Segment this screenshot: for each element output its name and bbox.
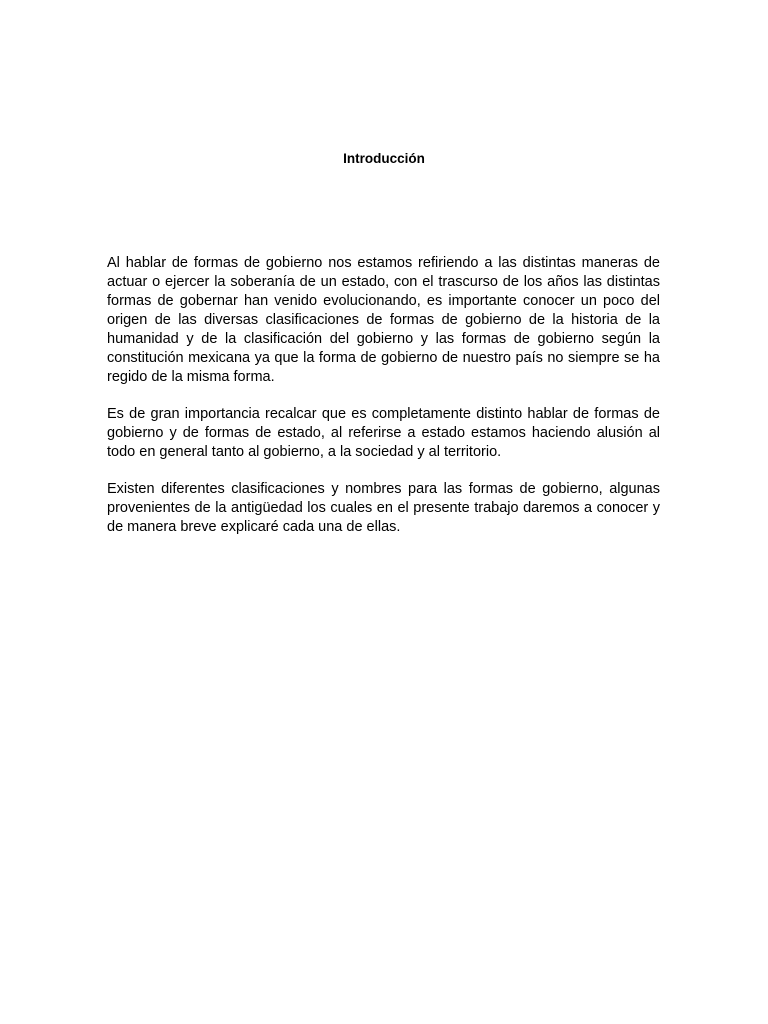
paragraph-1: Al hablar de formas de gobierno nos estamos refiriendo a las distintas maneras de actuar o ejercer la soberanía de un estado, con el trascurso de los años las distintas formas de gobernar han venido evolucionando, es importante conocer un poco del origen de las diversas clasificaciones de formas de gobierno de la historia de la humanidad y de la clasificación del gobierno y las formas de gobierno según la constitución mexicana ya que la forma de gobierno de nuestro país no siempre se ha regido de la misma forma.: [107, 255, 660, 385]
paragraph-3: Existen diferentes clasificaciones y nombres para las formas de gobierno, algunas provenientes de la antigüedad los cuales en el presente trabajo daremos a conocer y de manera breve explicaré cada una de ellas.: [107, 481, 660, 535]
paragraph-2: Es de gran importancia recalcar que es completamente distinto hablar de formas de gobierno y de formas de estado, al referirse a estado estamos haciendo alusión al todo en general tanto al gobierno, a la sociedad y al territorio.: [107, 406, 660, 460]
document-body: [107, 254, 660, 555]
document-title: Introducción: [343, 151, 425, 166]
